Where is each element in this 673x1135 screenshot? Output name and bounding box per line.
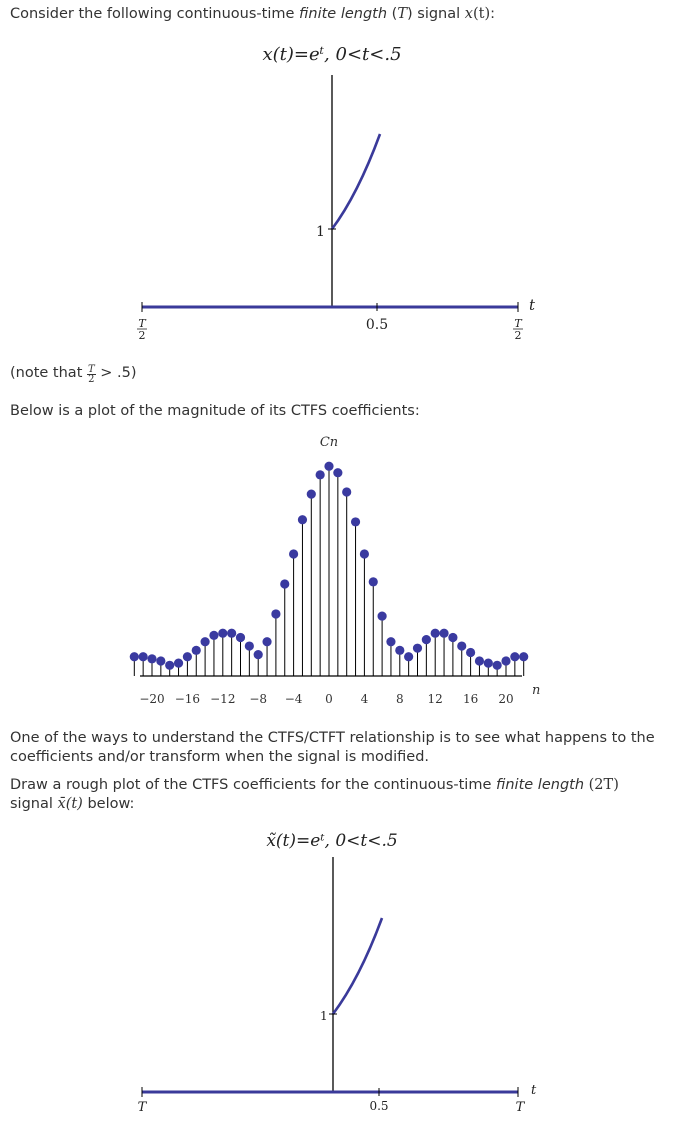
- x-tick-label: −20: [139, 692, 165, 706]
- stem-chart-ylabel: Cn: [319, 435, 339, 450]
- below-text: Below is a plot of the magnitude of its CTFS coefficients:: [10, 403, 420, 419]
- intro-text: Consider the following continuous-time finite length (T) signal x(t):: [10, 6, 496, 22]
- x-tick-label: 0: [325, 692, 333, 706]
- signal-plot-2-one-label: 1: [320, 1009, 328, 1023]
- x-tick-label: −16: [174, 692, 201, 706]
- signal-plot-1-title: x(t)=eᵗ, 0<t<.5: [262, 44, 402, 65]
- x-tick-label: −8: [249, 692, 268, 706]
- x-tick-label: 20: [498, 692, 514, 706]
- signal-plot-2-left-label: T: [137, 1100, 147, 1115]
- signal-plot-2-right-label: T: [515, 1100, 525, 1115]
- signal-plot-1-left-num: T: [138, 317, 146, 330]
- note-text: (note that $\frac{T}{2}$ > .5): [10, 364, 137, 385]
- signal-plot-1-half-label: 0.5: [365, 317, 389, 333]
- x-tick-label: −12: [210, 692, 236, 706]
- signal-plot-1-t-label: t: [529, 296, 536, 314]
- signal-plot-1-left-den: 2: [138, 329, 146, 342]
- paragraph-relationship: One of the ways to understand the CTFS/CTFT relationship is to see what happens to the coefficients and/or transform when the signal is modified.: [10, 730, 655, 765]
- x-tick-label: −4: [284, 692, 303, 706]
- signal-plot-1-right-num: T: [514, 317, 522, 330]
- signal-plot-1-right-den: 2: [514, 329, 522, 342]
- x-tick-label: 16: [462, 692, 479, 706]
- signal-plot-2-curve: [333, 918, 382, 1014]
- signal-plot-2-half-label: 0.5: [369, 1099, 389, 1113]
- paragraph-instruction: Draw a rough plot of the CTFS coefficients for the continuous-time finite length (2T) signal x̄(t) below:: [10, 777, 619, 812]
- x-tick-label: 4: [360, 692, 369, 706]
- signal-plot-2-title: x̃(t)=eᵗ, 0<t<.5: [266, 831, 398, 851]
- stem-chart-xlabel: n: [532, 683, 541, 698]
- x-tick-label: 12: [427, 692, 443, 706]
- x-tick-label: 8: [395, 692, 404, 706]
- note-fraction: $\frac{T}{2}$: [88, 364, 95, 385]
- signal-plot-1-one-label: 1: [316, 224, 325, 240]
- signal-plot-2-t-label: t: [531, 1083, 537, 1098]
